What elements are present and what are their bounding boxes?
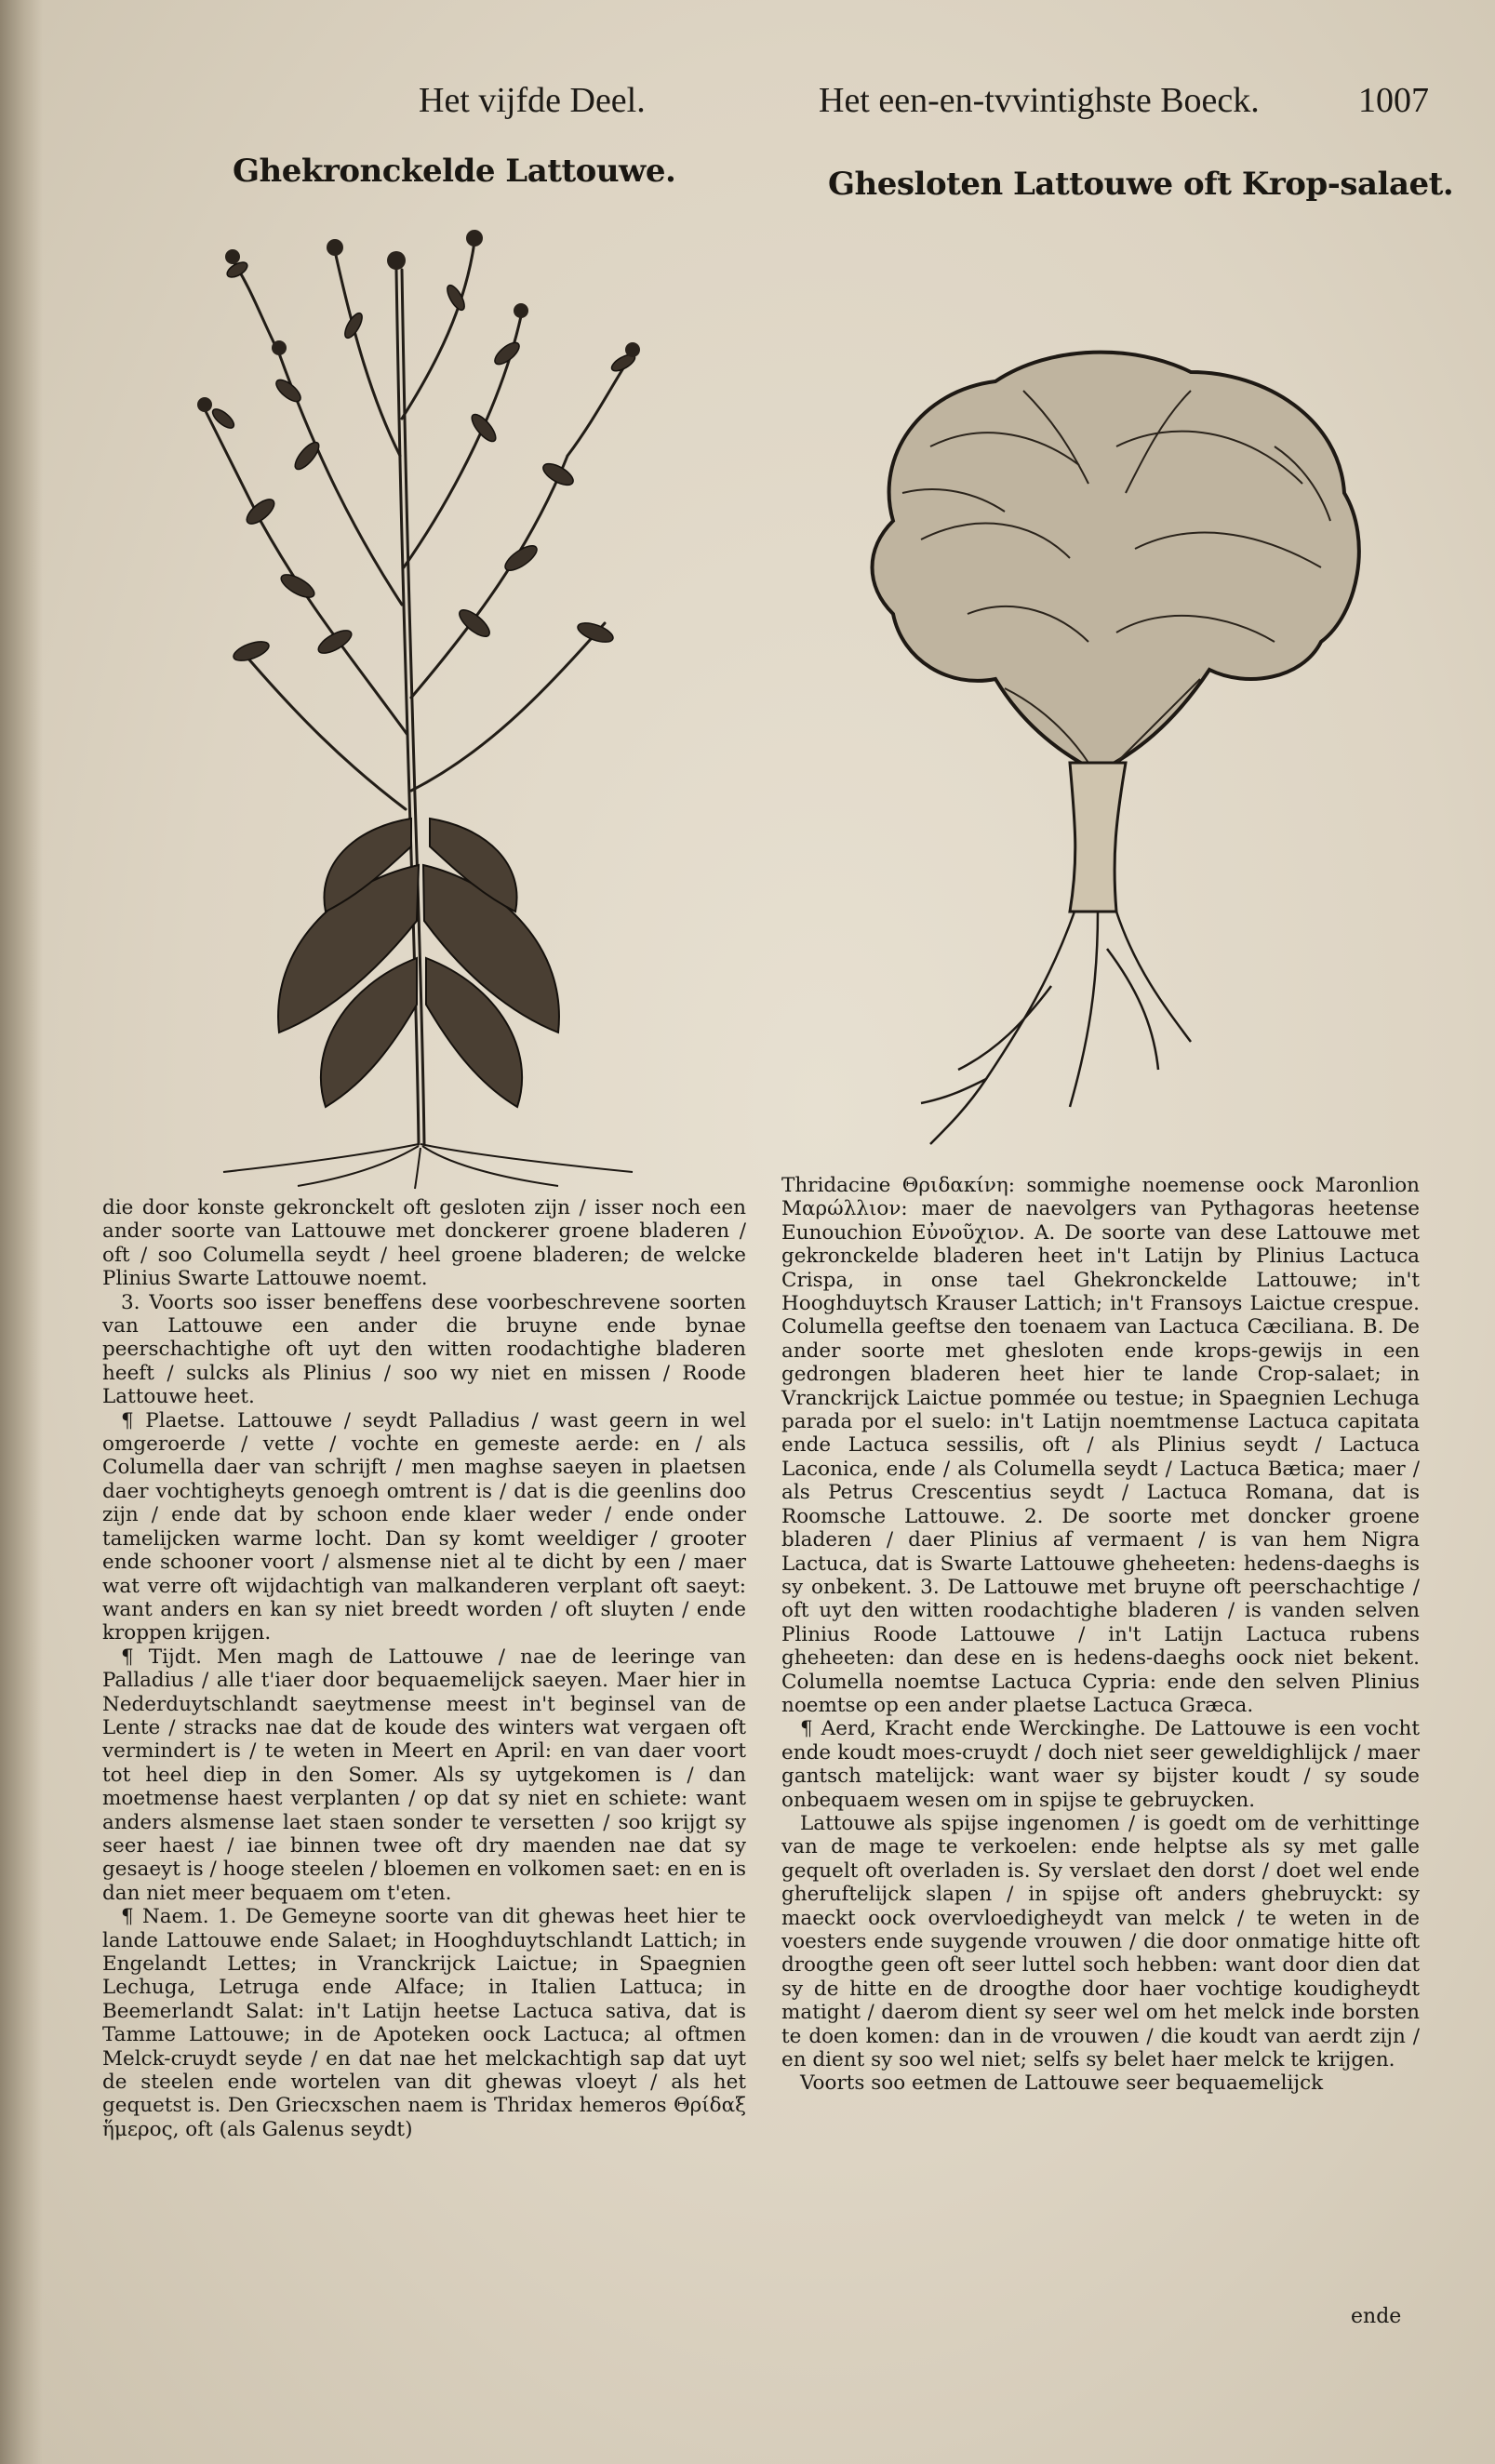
- page-number: 1007: [1358, 81, 1429, 120]
- paragraph: 3. Voorts soo isser beneffens dese voorbeschrevene soorten van Lattouwe een ander die bruyne ende bynae peerschachtighe oft uyt den witten roodachtighe bladeren heeft / sulcks als Plinius / soo wy niet en missen / Roode Lattouwe heet.: [102, 1290, 746, 1409]
- paragraph: die door konste gekronckelt oft gesloten zijn / isser noch een ander soorte van Lattouwe met donckerer groene bladeren / oft / soo Columella seydt / heel groene bladeren; de welcke Plinius Swarte Lattouwe noemt.: [102, 1196, 746, 1291]
- paragraph: Thridacine Θριδακίνη: sommighe noemense oock Maronlion Μαρώλλιον: maer de naevolgers van Pythagoras heetense Eunouchion Εὐνοῦχιον. A. De soorte van dese Lattouwe met gekronckelde bladeren heet in't Latijn by Plinius Lactuca Crispa, in onse tael Ghekronckelde Lattouwe; in't Hooghduytsch Krauser Lattich; in't Fransoys Laictue crespue. Columella geeftse den toenaem van Lactuca Cæciliana. B. De ander soorte met ghesloten ende krops-gewijs in een gedrongen bladeren heet hier te lande Crop-salaet; in Vranckrijck Laictue pommée ou testue; in Spaegnien Lechuga parada por el suelo: in't Latijn noemtmense Lactuca capitata ende Lactuca sessilis, oft / als Plinius seydt / Lactuca Laconica, ende / als Columella seydt / Lactuca Bætica; maer / als Petrus Crescentius seydt / Lactuca Romana, dat is Roomsche Lattouwe. 2. De soorte met doncker groene bladeren / daer Plinius af vermaent / is van hem Nigra Lactuca, dat is Swarte Lattouwe gheheeten: hedens-daeghs is sy onbekent. 3. De Lattouwe met bruyne oft peerschachtige / oft uyt den witten roodachtighe bladeren / is vanden selven Plinius Roode Lattouwe / in't Latijn Lactuca rubens gheheeten: dan dese en is hedens-daeghs oock niet bekent. Columella noemtse Lactuca Cypria: ende den selven Plinius noemtse op een ander plaetse Lactuca Græca.: [781, 1174, 1420, 1717]
- running-head-right: Het een-en-tvvintighste Boeck.: [819, 81, 1260, 120]
- paragraph: ¶ Plaetse. Lattouwe / seydt Palladius / wast geern in wel omgeroerde / vette / vochte en gemeste aerde: en / als Columella daer van schrijft / men maghse saeyen in plaetsen daer vochtigheyts genoegh omtrent is / dat is die geenlins doo zijn / ende dat by schoon ende klaer weder / ende onder tamelijcken warme locht. Dan sy komt weeldiger / grooter ende schooner voort / alsmense niet al te dicht by een / maer wat verre oft wijdachtigh van malkanderen verplant oft saeyt: want anders en kan sy niet breedt worden / oft sluyten / ende kroppen krijgen.: [102, 1408, 746, 1645]
- paragraph: Voorts soo eetmen de Lattouwe seer bequaemelijck: [800, 2071, 1324, 2096]
- figure-title-left: Ghekronckelde Lattouwe.: [233, 153, 676, 190]
- running-head-left: Het vijfde Deel.: [419, 81, 646, 120]
- catchword: ende: [1351, 2305, 1402, 2328]
- figure-title-right: Ghesloten Lattouwe oft Krop-salaet.: [828, 166, 1454, 203]
- head-lettuce-woodcut: [837, 335, 1377, 1153]
- curled-lettuce-woodcut: [167, 214, 688, 1191]
- text-column-left: [102, 1196, 746, 2141]
- paragraph: Lattouwe als spijse ingenomen / is goedt om de verhittinge van de mage te verkoelen: ende helptse als sy met galle gequelt oft overladen is. Sy verslaet den dorst / doet wel ende gheruftelijck slapen / in spijse oft anders ghebruyckt: sy maeckt oock overvloedigheydt van melck / te weten in de voesters ende suygende vrouwen / die door onmatige hitte oft droogthe geen oft seer luttel soch hebben: want door dien dat sy de hitte en de droogthe door haer vochtige koudigheydt matight / daerom dient sy seer wel om het melck inde borsten te doen komen: dan in de vrouwen / die koudt van aerdt zijn / en dient sy soo wel niet; selfs sy belet haer melck te krijgen.: [781, 1811, 1420, 2072]
- page-gutter-shadow: [0, 0, 43, 2464]
- paragraph: ¶ Aerd, Kracht ende Werckinghe. De Lattouwe is een vocht ende koudt moes-cruydt / doch niet seer geweldighlijck / maer gantsch matelijck: want waer sy bijster koudt / sy soude onbequaem wesen om in spijse te gebruycken.: [781, 1717, 1420, 1812]
- paragraph: ¶ Tijdt. Men magh de Lattouwe / nae de leeringe van Palladius / alle t'iaer door bequaemelijck saeyen. Maer hier in Nederduytschlandt saeytmense meest in't beginsel van de Lente / stracks nae dat de koude des winters wat vergaen oft vermindert is / te weten in Meert en April: en van daer voort tot heel diep in den Somer. Als sy uytgekomen is / dan moetmense haest verplanten / op dat sy niet en schiete: want anders alsmense laet staen sonder te versetten / soo krijgt sy seer haest / iae binnen twee oft dry maenden nae dat sy gesaeyt is / hooge steelen / bloemen en volkomen saet: en en is dan niet meer bequaem om t'eten.: [102, 1645, 746, 1905]
- text-column-right: [781, 1174, 1420, 2096]
- paragraph: ¶ Naem. 1. De Gemeyne soorte van dit ghewas heet hier te lande Lattouwe ende Salaet; in Hooghduytschlandt Lattich; in Engelandt Lettes; in Vranckrijck Laictue; in Spaegnien Lechuga, Letruga ende Alface; in Italien Lattuca; in Beemerlandt Salat: in't Latijn heetse Lactuca sativa, dat is Tamme Lattouwe; in de Apoteken oock Lactuca; al oftmen Melck-cruydt seyde / en dat nae het melckachtigh sap dat uyt de steelen ende wortelen van dit ghewas vloeyt / als het gequetst is. Den Griecxschen naem is Thridax hemeros Θρίδαξ ἥμερος, oft (als Galenus seydt): [102, 1905, 746, 2141]
